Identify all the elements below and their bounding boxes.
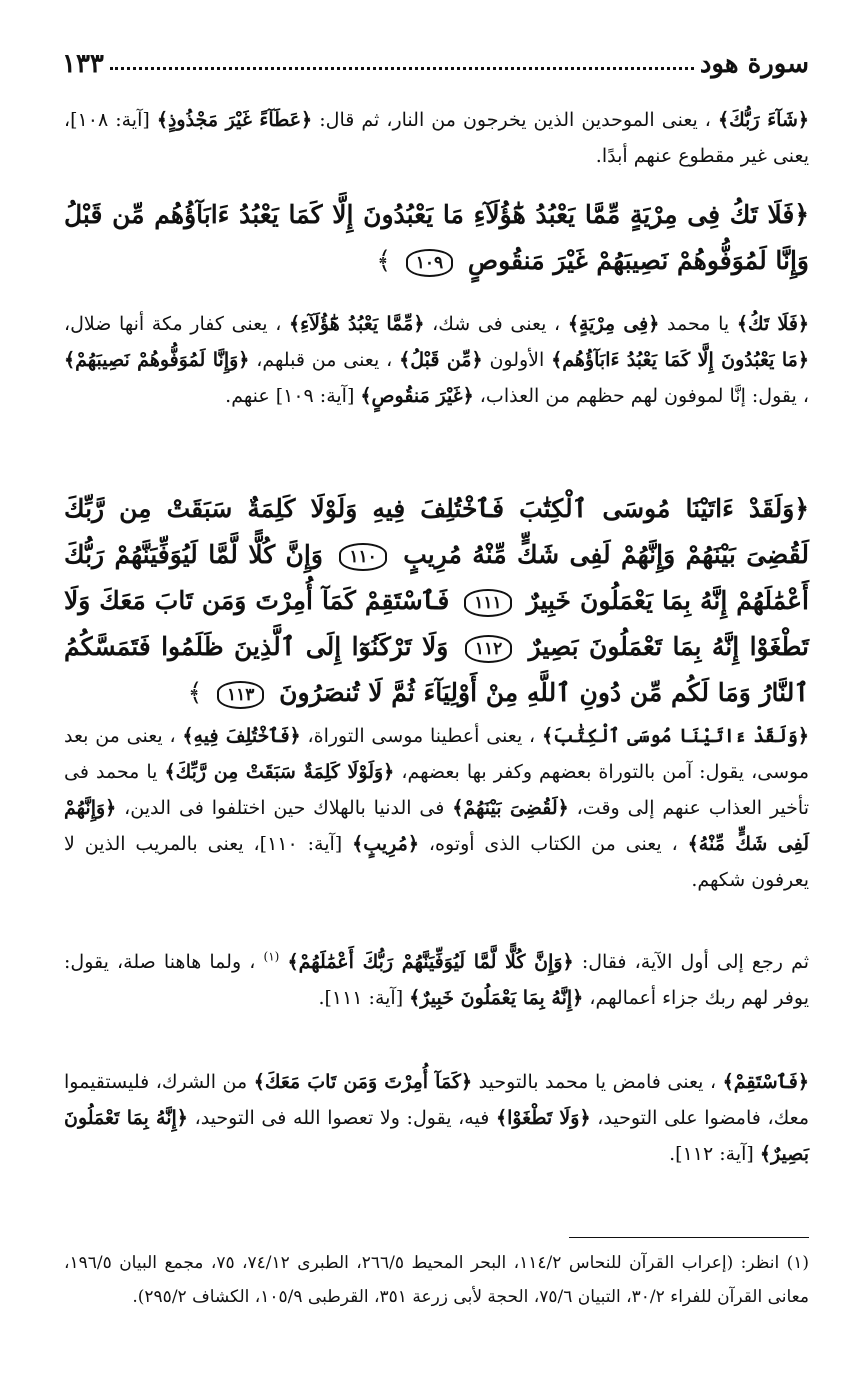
commentary-text: ، يعنى من الكتاب الذى أوتوه، [428, 833, 678, 855]
surah-title: سورة هود [699, 49, 809, 79]
commentary-text: ، يعنى فامض يا محمد بالتوحيد [478, 1071, 717, 1093]
verse-block-110-113 [64, 486, 809, 716]
verse-text: فَٱسْتَقِمْ كَمَآ أُمِرْتَ وَمَن تَابَ مَعَكَ وَلَا تَطْغَوْا إِنَّهُ بِمَا تَعْمَلُونَ بَصِيرٌ [64, 586, 809, 661]
commentary-text: [آية: ١١١]. [318, 987, 404, 1009]
footnote-text: (١) انظر: (إعراب القرآن للنحاس ١١٤/٢، البحر المحيط ٢٦٦/٥، الطبرى ٧٤/١٢، ٧٥، مجمع البيان ١٩٦/٥، معانى القرآن للفراء ٣٠/٢، التبيان ٧٥/٦، الحجة لأبى زرعة ٣٥١، القرطبى ١٠٥/٩، الكشاف ٢٩٥/٢). [64, 1253, 810, 1307]
quran-quote: ﴿كَمَآ أُمِرْتَ وَمَن تَابَ مَعَكَ﴾ [253, 1071, 473, 1093]
commentary-text: ، يعنى من قبلهم، [256, 349, 393, 371]
quran-quote: ﴿لَقُضِىَ بَيْنَهُمْ﴾ [452, 797, 569, 819]
quran-quote: ﴿إِنَّهُ بِمَا تَعْمَلُونَ بَصِيرٌ﴾ [64, 1107, 809, 1165]
commentary-text: يا محمد فى تأخير العذاب عنهم إلى وقت، [64, 761, 809, 819]
footnote-reference[interactable]: (١) [263, 949, 280, 964]
commentary-text: [آية: ١٠٩] عنهم. [225, 385, 355, 407]
quran-quote: ﴿إِنَّهُ بِمَا يَعْمَلُونَ خَبِيرٌ﴾ [409, 987, 584, 1009]
footnote [64, 1246, 809, 1314]
tafsir-paragraph-1 [64, 102, 809, 174]
quran-quote: ﴿وَلَقَدْ ءَاتَيْنَا مُوسَى ٱلْكِتَٰبَ﴾ [541, 725, 809, 747]
quran-quote: ﴿وَإِنَّهُمْ لَفِى شَكٍّ مِّنْهُ﴾ [64, 797, 809, 855]
quran-quote: ﴿مِّمَّا يَعْبُدُ هَٰٓؤُلَآءِ﴾ [289, 313, 425, 335]
commentary-text: من الشرك، فليستقيموا معك، فامضوا على التوحيد، [64, 1071, 809, 1129]
tafsir-paragraph-2 [64, 306, 809, 414]
commentary-text: [آية: ١١٢]. [669, 1143, 754, 1165]
commentary-text: ، يعنى أعطينا موسى التوراة، [307, 725, 536, 747]
commentary-text: ، يقول: إنَّا لموفون لهم حظهم من العذاب، [479, 385, 809, 407]
commentary-text: الأولون [489, 349, 545, 371]
quran-quote: ﴿غَيْرَ مَنقُوصٍ﴾ [360, 385, 474, 407]
quran-quote: ﴿فَٱخْتُلِفَ فِيهِ﴾ [182, 725, 301, 747]
quran-quote: ﴿فِى مِرْيَةٍ﴾ [567, 313, 660, 335]
quran-quote: ﴿شَآءَ رَبُّكَ﴾ [718, 109, 810, 131]
commentary-text: ثم رجع إلى أول الآية، فقال: [581, 951, 809, 973]
quran-quote: ﴿وَإِنَّ كُلًّا لَّمَّا لَيُوَفِّيَنَّهُمْ رَبُّكَ أَعْمَٰلَهُمْ﴾ [287, 951, 574, 973]
tafsir-paragraph-3 [64, 718, 809, 898]
verse-close-bracket: ﴾ [376, 246, 392, 275]
commentary-text: [آية: ١٠٨]، يعنى غير مقطوع عنهم أبدًا. [64, 109, 809, 167]
commentary-text: فى الدنيا بالهلاك حين اختلفوا فى الدين، [124, 797, 445, 819]
tafsir-paragraph-4 [64, 944, 809, 1016]
quran-quote: ﴿وَلَوْلَا كَلِمَةٌ سَبَقَتْ مِن رَّبِّكَ﴾ [164, 761, 395, 783]
quran-quote: ﴿مَا يَعْبُدُونَ إِلَّا كَمَا يَعْبُدُ ءَابَآؤُهُم﴾ [551, 349, 809, 371]
ayah-marker: ١٠٩ [406, 249, 453, 277]
commentary-text: ، يعنى كفار مكة أنها ضلال، [64, 313, 282, 335]
page-header [62, 44, 809, 84]
ayah-marker: ١١٠ [339, 543, 386, 571]
quran-quote: ﴿فَلَا تَكُ﴾ [736, 313, 810, 335]
quran-quote: ﴿عَطَآءً غَيْرَ مَجْذُوذٍ﴾ [156, 109, 313, 131]
quran-quote: ﴿وَلَا تَطْغَوْا﴾ [495, 1107, 591, 1129]
tafsir-paragraph-5 [64, 1064, 809, 1172]
quran-quote: ﴿مُرِيبٍ﴾ [352, 833, 419, 855]
ayah-marker: ١١٢ [465, 635, 512, 663]
ayah-marker: ١١١ [464, 589, 511, 617]
page-number: ١٣٣ [62, 49, 104, 79]
footnote-separator [569, 1237, 809, 1238]
quran-quote: ﴿فَٱسْتَقِمْ﴾ [722, 1071, 810, 1093]
commentary-text: ، ولما هاهنا صلة، يقول: يوفر لهم ربك جزاء أعمالهم، [64, 951, 809, 1009]
ayah-marker: ١١٣ [217, 681, 264, 709]
commentary-text: يا محمد [667, 313, 730, 335]
verse-text: ﴿فَلَا تَكُ فِى مِرْيَةٍ مِّمَّا يَعْبُدُ هَٰٓؤُلَآءِ مَا يَعْبُدُونَ إِلَّا كَمَا يَعْبُدُ ءَابَآؤُهُم مِّن قَبْلُ وَإِنَّا لَمُوَفُّوهُمْ نَصِيبَهُمْ غَيْرَ مَنقُوصٍ [64, 200, 809, 275]
verse-text: ﴿وَلَقَدْ ءَاتَيْنَا مُوسَى ٱلْكِتَٰبَ فَٱخْتُلِفَ فِيهِ وَلَوْلَا كَلِمَةٌ سَبَقَتْ مِن رَّبِّكَ لَقُضِىَ بَيْنَهُمْ وَإِنَّهُمْ لَفِى شَكٍّ مِّنْهُ مُرِيبٍ [64, 494, 809, 569]
quran-quote: ﴿مِّن قَبْلُ﴾ [399, 349, 483, 371]
verse-block-109 [64, 192, 809, 284]
commentary-text: ، يعنى فى شك، [432, 313, 561, 335]
verse-text: وَلَا تَرْكَنُوٓا إِلَى ٱلَّذِينَ ظَلَمُوا فَتَمَسَّكُمُ ٱلنَّارُ وَمَا لَكُم مِّن دُونِ ٱللَّهِ مِنْ أَوْلِيَآءَ ثُمَّ لَا تُنصَرُونَ [64, 632, 809, 707]
commentary-text: ، يعنى من بعد موسى، يقول: آمن بالتوراة بعضهم وكفر بها بعضهم، [64, 725, 809, 783]
commentary-text: فيه، يقول: ولا تعصوا الله فى التوحيد، [194, 1107, 490, 1129]
verse-close-bracket: ﴾ [187, 678, 203, 707]
verse-text: وَإِنَّ كُلًّا لَّمَّا لَيُوَفِّيَنَّهُمْ رَبُّكَ أَعْمَٰلَهُمْ إِنَّهُ بِمَا يَعْمَلُونَ خَبِيرٌ [64, 540, 809, 615]
commentary-text: ، يعنى الموحدين الذين يخرجون من النار، ثم قال: [319, 109, 711, 131]
quran-quote: ﴿وَإِنَّا لَمُوَفُّوهُمْ نَصِيبَهُمْ﴾ [64, 349, 250, 371]
commentary-text: [آية: ١١٠]، يعنى بالمريب الذين لا يعرفون شكهم. [64, 833, 809, 891]
header-leader-dots [110, 67, 694, 70]
